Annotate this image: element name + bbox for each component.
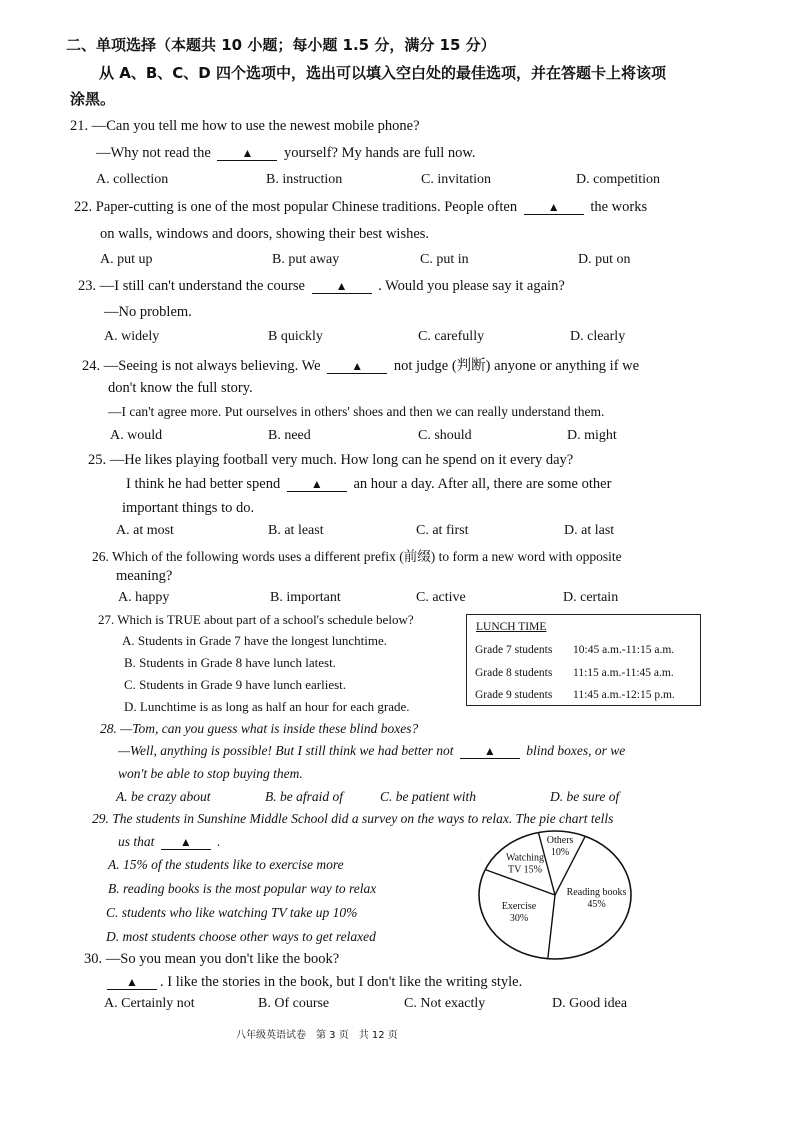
q25-line1: 25. —He likes playing football very much. How long can he spend on it every day? [88, 452, 574, 468]
lunch-time-table [466, 614, 701, 706]
q30-option-a[interactable]: A. Certainly not [104, 996, 195, 1011]
q30-line1: 30. —So you mean you don't like the book? [84, 951, 340, 967]
q24-line2: don't know the full story. [108, 380, 253, 396]
q29-option-b[interactable]: B. reading books is the most popular way to relax [108, 881, 377, 896]
q30-option-c[interactable]: C. Not exactly [404, 996, 486, 1011]
section-intro-line2: 涂黑。 [70, 90, 116, 108]
q22-option-a[interactable]: A. put up [100, 252, 153, 267]
q28-line3: won't be able to stop buying them. [118, 766, 303, 781]
q25-line2-pre: I think he had better spend [126, 476, 281, 492]
q22-line1-pre: 22. Paper-cutting is one of the most popular Chinese traditions. People often [74, 199, 518, 215]
q23-blank: ▲ [312, 279, 372, 294]
q29-blank: ▲ [161, 835, 211, 850]
q26-option-a[interactable]: A. happy [118, 590, 170, 605]
q23-line1-pre: 23. —I still can't understand the course [78, 278, 305, 294]
lunch-table-title: LUNCH TIME [476, 621, 547, 633]
q21-option-d[interactable]: D. competition [576, 172, 660, 187]
lunch-row-time: 11:45 a.m.-12:15 p.m. [573, 689, 675, 701]
lunch-row-grade: Grade 7 students [475, 644, 553, 656]
q21-line2 [96, 145, 476, 162]
q27-option-a[interactable]: A. Students in Grade 7 have the longest lunchtime. [122, 633, 388, 648]
q22-line1-post: the works [590, 199, 648, 215]
q22-option-b[interactable]: B. put away [272, 252, 340, 267]
q28-blank: ▲ [460, 744, 520, 759]
q30-option-b[interactable]: B. Of course [258, 996, 330, 1011]
pie-slice-label: Exercise 30% [501, 900, 537, 924]
q23-line1 [78, 278, 565, 295]
q24-option-b[interactable]: B. need [268, 428, 311, 443]
q26-line2: meaning? [116, 568, 173, 584]
q22-option-c[interactable]: C. put in [420, 252, 469, 267]
q29-line2-pre: us that [118, 834, 155, 849]
q29-option-a[interactable]: A. 15% of the students like to exercise more [108, 857, 344, 872]
q22-line2: on walls, windows and doors, showing their best wishes. [100, 226, 430, 242]
q25-line2-post: an hour a day. After all, there are some other [353, 476, 612, 492]
q26-option-c[interactable]: C. active [416, 590, 466, 605]
q28-option-c[interactable]: C. be patient with [380, 789, 476, 804]
pie-slice-label: Reading books 45% [566, 886, 627, 910]
q25-blank: ▲ [287, 477, 347, 492]
relax-survey-pie-chart [470, 826, 640, 964]
q28-line2 [118, 743, 625, 759]
q24-line3: —I can't agree more. Put ourselves in others' shoes and then we can really understand them. [108, 404, 605, 419]
q29-option-d[interactable]: D. most students choose other ways to get relaxed [106, 929, 376, 944]
q30-option-d[interactable]: D. Good idea [552, 996, 628, 1011]
q26-line1: 26. Which of the following words uses a different prefix (前缀) to form a new word with opposite [92, 549, 622, 564]
q28-option-b[interactable]: B. be afraid of [265, 789, 343, 804]
q21-option-c[interactable]: C. invitation [421, 172, 491, 187]
page-footer: 八年级英语试卷 第 3 页 共 12 页 [236, 1030, 398, 1041]
q27-option-d[interactable]: D. Lunchtime is as long as half an hour for each grade. [124, 699, 410, 714]
q23-option-b[interactable]: B quickly [268, 329, 323, 344]
section-intro-line1: 从 A、B、C、D 四个选项中，选出可以填入空白处的最佳选项，并在答题卡上将该项 [99, 64, 666, 82]
q21-option-a[interactable]: A. collection [96, 172, 169, 187]
q28-line2-post: blind boxes, or we [526, 743, 626, 758]
lunch-row-grade: Grade 8 students [475, 667, 553, 679]
q24-option-a[interactable]: A. would [110, 428, 163, 443]
q27-stem: 27. Which is TRUE about part of a school's schedule below? [98, 612, 414, 627]
q22-blank: ▲ [524, 200, 584, 215]
section-heading: 二、单项选择（本题共 10 小题；每小题 1.5 分，满分 15 分） [66, 36, 496, 54]
q24-option-c[interactable]: C. should [418, 428, 472, 443]
q21-line2-pre: —Why not read the [96, 145, 211, 161]
q24-line1-pre: 24. —Seeing is not always believing. We [82, 358, 321, 374]
q27-option-b[interactable]: B. Students in Grade 8 have lunch latest. [124, 655, 336, 670]
q25-option-c[interactable]: C. at first [416, 523, 469, 538]
lunch-row-time: 10:45 a.m.-11:15 a.m. [573, 644, 675, 656]
q22-line1 [74, 199, 647, 216]
q23-line1-post: . Would you please say it again? [378, 278, 565, 294]
q23-option-d[interactable]: D. clearly [570, 329, 626, 344]
q25-line2 [126, 476, 611, 493]
q30-line2 [104, 974, 522, 991]
q26-option-d[interactable]: D. certain [563, 590, 619, 605]
lunch-row-time: 11:15 a.m.-11:45 a.m. [573, 667, 674, 679]
lunch-row-grade: Grade 9 students [475, 689, 553, 701]
q29-line1: 29. The students in Sunshine Middle School did a survey on the ways to relax. The pie chart tells [92, 811, 614, 826]
q21-stem: 21. —Can you tell me how to use the newest mobile phone? [70, 118, 420, 134]
q25-option-b[interactable]: B. at least [268, 523, 324, 538]
q25-option-a[interactable]: A. at most [116, 523, 174, 538]
q25-option-d[interactable]: D. at last [564, 523, 615, 538]
q28-option-a[interactable]: A. be crazy about [116, 789, 211, 804]
pie-slice-label: Watching TV 15% [505, 852, 545, 876]
q23-line2: —No problem. [104, 304, 192, 320]
q21-blank: ▲ [217, 146, 277, 161]
q24-option-d[interactable]: D. might [567, 428, 617, 443]
q22-option-d[interactable]: D. put on [578, 252, 631, 267]
q29-line2-post: . [217, 834, 221, 849]
q28-line1: 28. —Tom, can you guess what is inside these blind boxes? [100, 721, 419, 736]
q24-line1-post: not judge (判断) anyone or anything if we [393, 358, 640, 374]
q30-line2-post: . I like the stories in the book, but I don't like the writing style. [160, 974, 523, 990]
q27-option-c[interactable]: C. Students in Grade 9 have lunch earliest. [124, 677, 347, 692]
q26-option-b[interactable]: B. important [270, 590, 341, 605]
q23-option-c[interactable]: C. carefully [418, 329, 485, 344]
q24-line1 [82, 354, 639, 375]
q28-line2-pre: —Well, anything is possible! But I still think we had better not [118, 743, 454, 758]
q21-line2-post: yourself? My hands are full now. [284, 145, 476, 161]
q30-blank: ▲ [107, 975, 157, 990]
q29-option-c[interactable]: C. students who like watching TV take up 10% [106, 905, 358, 920]
pie-slice-label: Others 10% [546, 835, 574, 859]
q29-line2 [118, 834, 221, 850]
q24-blank: ▲ [327, 359, 387, 374]
q28-option-d[interactable]: D. be sure of [550, 789, 620, 804]
q25-line3: important things to do. [122, 500, 255, 516]
q21-option-b[interactable]: B. instruction [266, 172, 343, 187]
q23-option-a[interactable]: A. widely [104, 329, 160, 344]
